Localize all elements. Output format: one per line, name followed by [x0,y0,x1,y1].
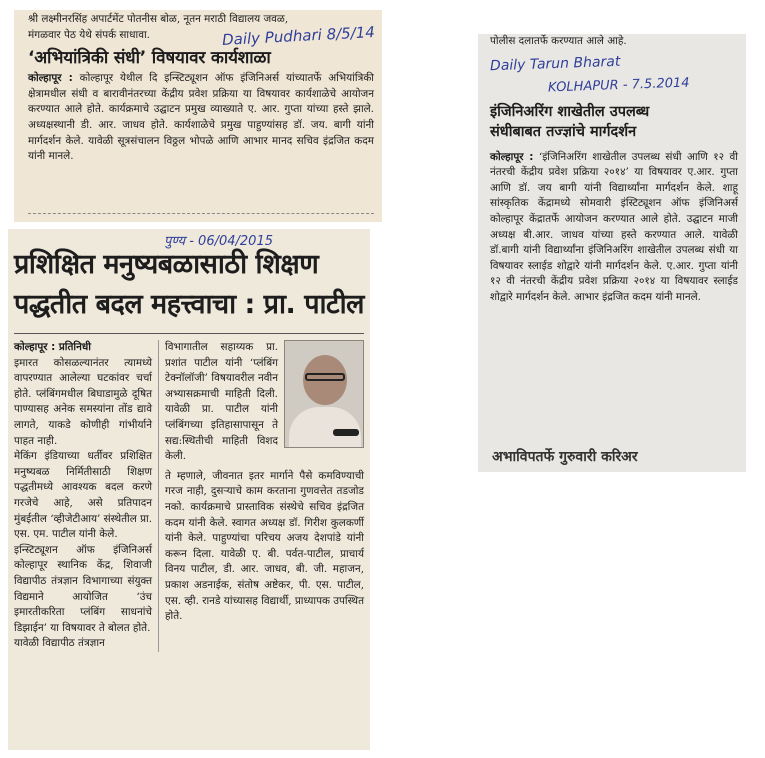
clipping-pudhari-2015 [8,229,370,750]
handwritten-source-line1: Daily Tarun Bharat [489,53,621,75]
speaker-photo [284,340,364,448]
body-text: कोल्हापूर येथील दि इन्स्टिट्यूशन ऑफ इंजिनिअर्स यांच्यातर्फे अभियांत्रिकी क्षेत्रामधील संधी व बारावीनंतरच्या केंद्रीय प्रवेश प्रक्रिया या विषयावर कार्यशाळेचे आयोजन करण्यात आले होते. कार्यक्रमाचे उद्घाटन प्रमुख व्याख्याते ए. आर. गुप्ता यांच्या हस्ते झाले. अध्यक्षस्थानी डी. आर. जाधव होते. कार्यशाळेचे प्रमुख पाहुण्यांसह डॉ. जय. बागी यांनी मार्गदर्शन केले. यावेळी सूत्रसंचालन विठ्ठल भोपळे आणि आभार मानद सचिव इंद्रजित कदम यांनी मानले. [28,72,374,163]
para-6: ते म्हणाले, जीवनात इतर मार्गाने पैसे कमविण्याची गरज नाही, दुसऱ्याचे काम करताना गुणवत्तेत तडजोड नको. कार्यक्रमाचे प्रास्ताविक संस्थेचे सचिव इंद्रजित कदम यांनी केले. स्वागत अध्यक्ष डॉ. गिरीश कुलकर्णी यांनी केले. पाहुण्यांचा परिचय अजय देशपांडे यांनी करून दिला. यावेळी ए. बी. पर्वत-पाटील, प्राचार्य विनय पाटील, डी. आर. जाधव, बी. जी. महाजन, प्रकाश अडनाईक, संतोष अष्टेकर, पी. एस. पाटील, एस. व्ही. रानडे यांच्यासह विद्यार्थी, प्राध्यापक उपस्थित होते. [165,469,364,623]
divider [14,333,364,334]
dateline: कोल्हापूर : [28,72,73,85]
dateline: कोल्हापूर : [490,150,534,163]
para-4: यावेळी विद्यापीठ तंत्रज्ञान [14,637,105,650]
handwritten-source-line2: KOLHAPUR - 7.5.2014 [547,75,690,96]
top-strip-text: पोलीस दलातर्फे करण्यात आले आहे. [490,35,627,47]
article-body [490,150,738,306]
column-rule [158,340,159,652]
clipping-tarun-bharat [478,34,746,472]
dateline-text: कोल्हापूर : प्रतिनिधी [14,341,91,353]
handwritten-source: Daily Pudhari 8/5/14 [221,23,376,49]
next-headline: अभाविपतर्फे गुरुवारी करिअर [492,449,638,465]
article-body [28,71,374,165]
para-2: मेकिंग इंडियाच्या धर्तीवर प्रशिक्षित मनुष्यबळ निर्मितीसाठी शिक्षण पद्धतीमध्ये आवश्यक बदल करणे गरजेचे आहे, असे प्रतिपादन मुंबईतील ‘व्हीजेटीआय’ संस्थेतील प्रा. एस. एम. पाटील यांनी केले. [14,450,152,541]
para-1: इमारत कोसळल्यानंतर त्यामध्ये वापरण्यात आलेल्या घटकांवर चर्चा होते. प्लंबिंगमधील बिघाडामुळे दूषित पाण्यासह अनेक समस्यांना तोंड द्यावे लागते, याकडे कोणीही गांभीर्याने पाहत नाही. [14,356,152,447]
body-text: ‘इंजिनिअरिंग शाखेतील उपलब्ध संधी आणि १२ वी नंतरची केंद्रीय प्रवेश प्रक्रिया २०१४’ या विषयावर ए.आर. गुप्ता आणि डॉ. जय बागी यांनी विद्यार्थ्यांना मार्गदर्शन केले. शाहू सांस्कृतिक केंद्रामध्ये सोमवारी इंस्टिट्यूशन ऑफ इंजिनिअर्स कोल्हापूर केंद्रातर्फे आयोजन करण्यात आले होते. उद्घाटन माजी अध्यक्ष बी.आर. जाधव यांच्या हस्ते करण्यात आले. यावेळी डॉ.बागी यांनी विद्यार्थ्यांना इंजिनिअरिंग शाखेतील उपलब्ध संधी या विषयावर स्लाईड शोद्वारे यांनी मार्गदर्शन केले. ए.आर. गुप्ता यांनी १२ वी नंतरची केंद्रीय प्रवेश प्रक्रिया २०१४ या विषयावर स्लाईड शोद्वारे मार्गदर्शन केले. आभार इंद्रजित कदम यांनी मानले. [490,150,738,303]
cut-edge [28,213,374,222]
para-3: इन्स्टिट्यूशन ऑफ इंजिनिअर्स कोल्हापूर स्थानिक केंद्र, शिवाजी विद्यापीठ तंत्रज्ञान विभागाच्या संयुक्त विद्यमाने आयोजित ‘उंच इमारतीकरिता प्लंबिंग साधनांचे डिझाईन’ या विषयावर ते बोलत होते. [14,543,152,634]
headline: इंजिनिअरिंग शाखेतील उपलब्ध संधीबाबत तज्ज्ञांचे मार्गदर्शन [490,103,650,140]
article-columns [14,340,364,652]
headline: ‘अभियांत्रिकी संधी’ विषयावर कार्यशाळा [28,48,271,69]
clipping-pudhari [14,10,382,222]
para-5: विभागातील सहाय्यक प्रा. प्रशांत पाटील यांनी ‘प्लंबिंग टेक्नॉलॉजी’ विषयावरील नवीन अभ्यासक्रमाची माहिती दिली. यावेळी प्रा. पाटील यांनी प्लंबिंगच्या इतिहासापासून ते सद्य:स्थितीची माहिती विशद केली. [165,341,278,463]
column-left [14,340,152,652]
column-right [165,340,364,652]
handwritten-source: पुण्य - 06/04/2015 [164,234,273,249]
top-strip-text: श्री लक्ष्मीनरसिंह अपार्टमेंट पोतनीस बोळ, नूतन मराठी विद्यालय जवळ, मंगळवार पेठ येथे संपर्क साधावा. [28,13,289,41]
dateline [14,340,152,356]
headline: प्रशिक्षित मनुष्यबळासाठी शिक्षण पद्धतीत बदल महत्त्वाचा : प्रा. पाटील [14,249,364,320]
